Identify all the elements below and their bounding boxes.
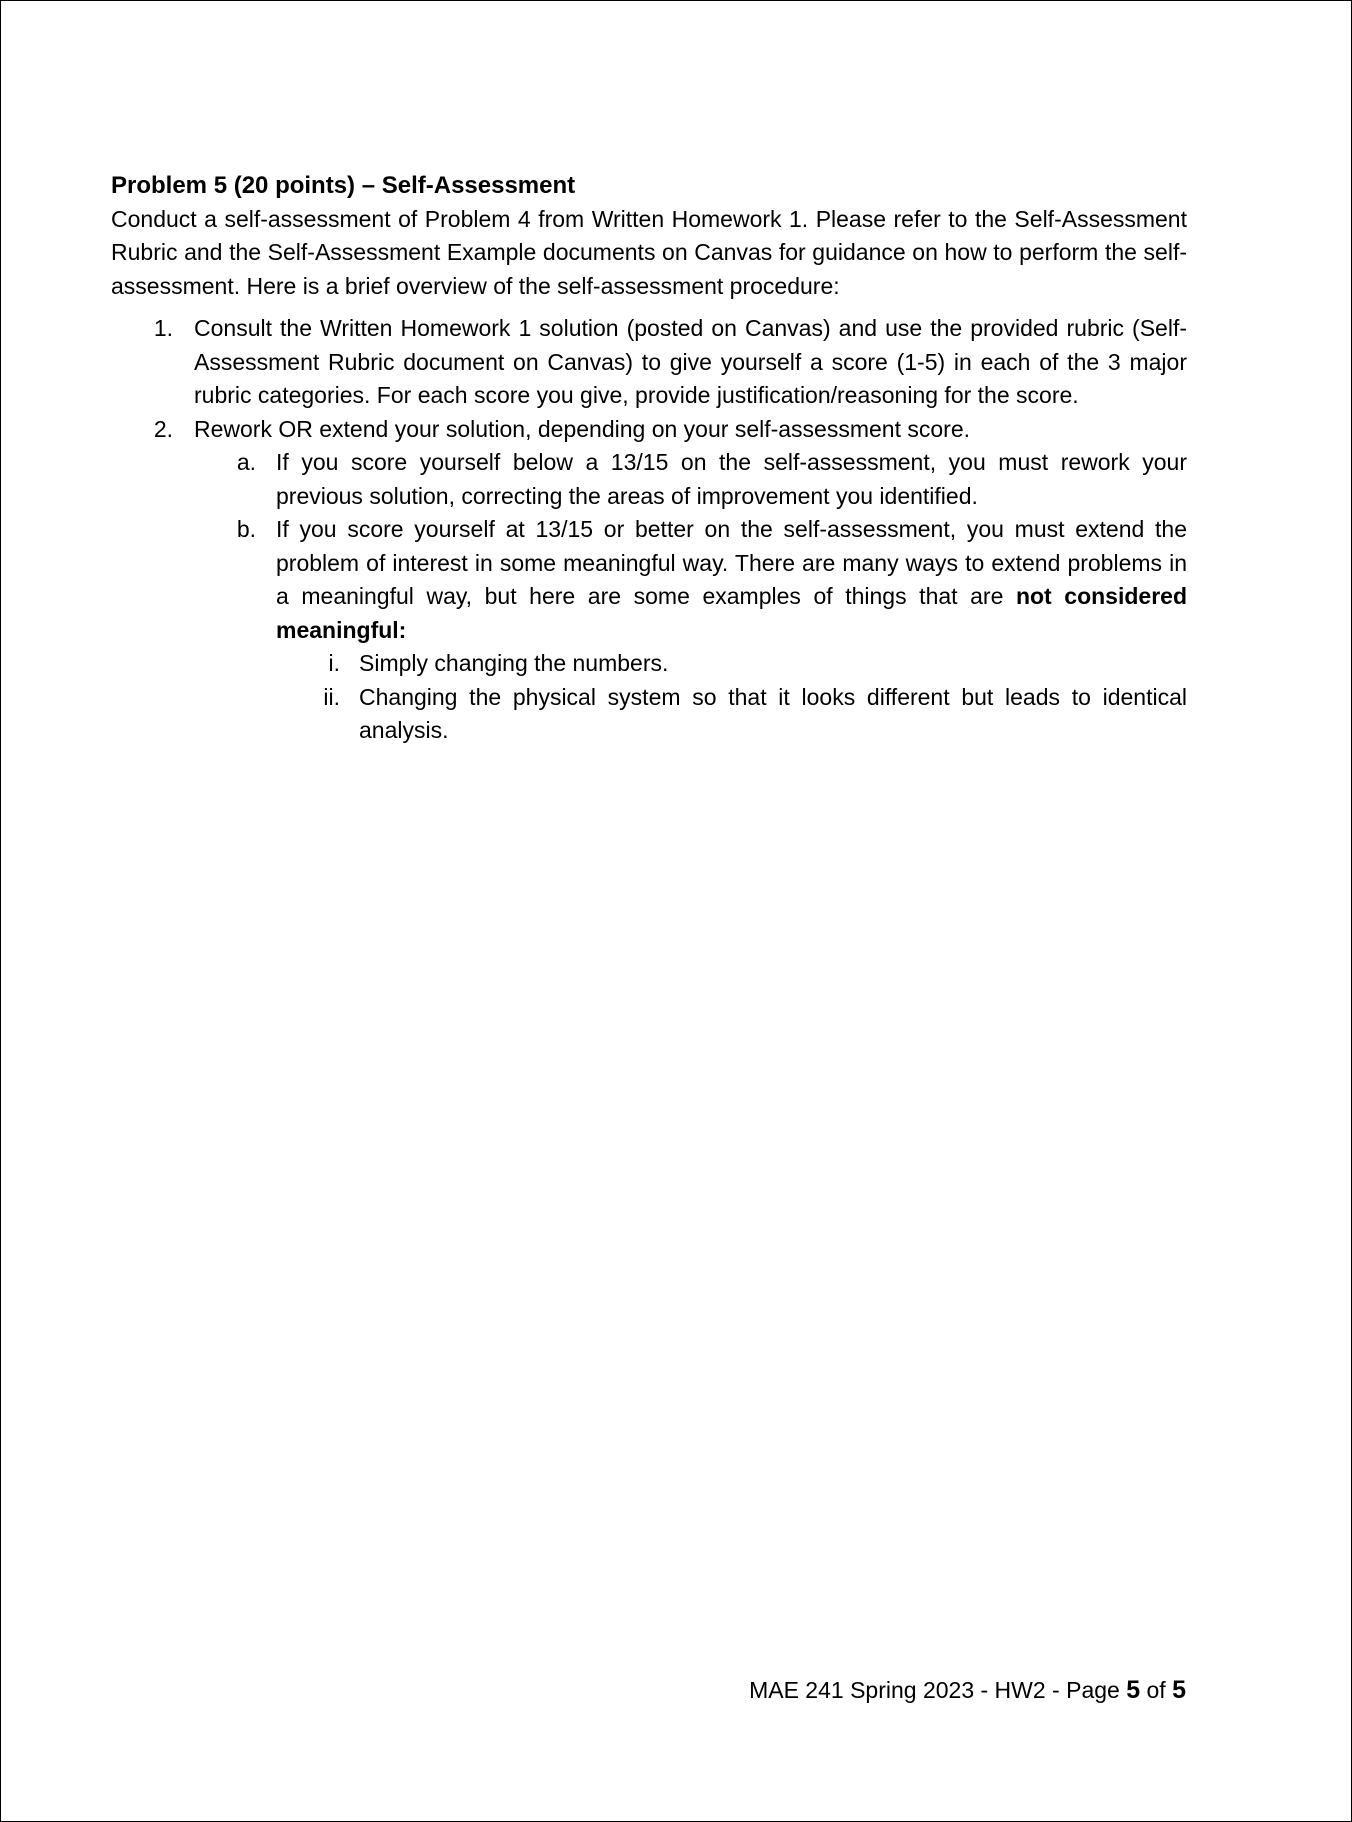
procedure-step — [111, 312, 1187, 413]
example-numeral: ii. — [323, 683, 340, 710]
substep-bold-text: not considered meaningful: — [276, 583, 1187, 643]
problem-intro: Conduct a self-assessment of Problem 4 from Written Homework 1. Please refer to the Self-Assessment Rubric and the Self-Assessment Example documents on Canvas for guidance on how to perform the self-assessment. Here is a brief overview of the self-assessment procedure: — [111, 205, 1187, 299]
example-numeral: i. — [328, 650, 340, 676]
example-item — [276, 647, 1187, 681]
substep-text: If you score yourself below a 13/15 on the self-assessment, you must rework your previous solution, correcting the areas of improvement you identified. — [276, 449, 1187, 509]
step-number: 2. — [153, 415, 173, 442]
step-text: Rework OR extend your solution, depending on your self-assessment score. — [194, 415, 971, 442]
substep-letter: b. — [236, 516, 256, 542]
example-text: Changing the physical system so that it looks different but leads to identical analysis. — [359, 683, 1187, 743]
page-footer — [749, 1673, 1186, 1707]
problem-section — [111, 169, 1187, 748]
substep-letter: a. — [236, 449, 256, 475]
substep-text: If you score yourself at 13/15 or better on the self-assessment, you must extend the problem of interest in some meaningful way. There are many ways to extend problems in a meaningful way, but here are some examples of things that are — [276, 516, 1187, 609]
problem-title: Problem 5 (20 points) – Self-Assessment — [111, 172, 576, 199]
footer-total-pages: 5 — [1172, 1676, 1186, 1704]
step-number: 1. — [153, 315, 173, 341]
example-list — [276, 647, 1187, 748]
substep-list — [194, 446, 1187, 748]
substep — [194, 446, 1187, 513]
footer-prefix: MAE 241 Spring 2023 - HW2 - Page — [749, 1677, 1127, 1703]
footer-of: of — [1140, 1677, 1173, 1703]
step-text: Consult the Written Homework 1 solution (posted on Canvas) and use the provided rubric (Self-Assessment Rubric document on Canvas) to give yourself a score (1-5) in each of the 3 major rubric categories. For each score you give, provide justification/reasoning for the score. — [194, 315, 1187, 408]
example-item — [276, 681, 1187, 748]
procedure-step — [111, 413, 1187, 748]
substep — [194, 513, 1187, 748]
footer-page-number: 5 — [1126, 1676, 1141, 1704]
procedure-list — [111, 312, 1187, 748]
example-text: Simply changing the numbers. — [359, 650, 669, 676]
